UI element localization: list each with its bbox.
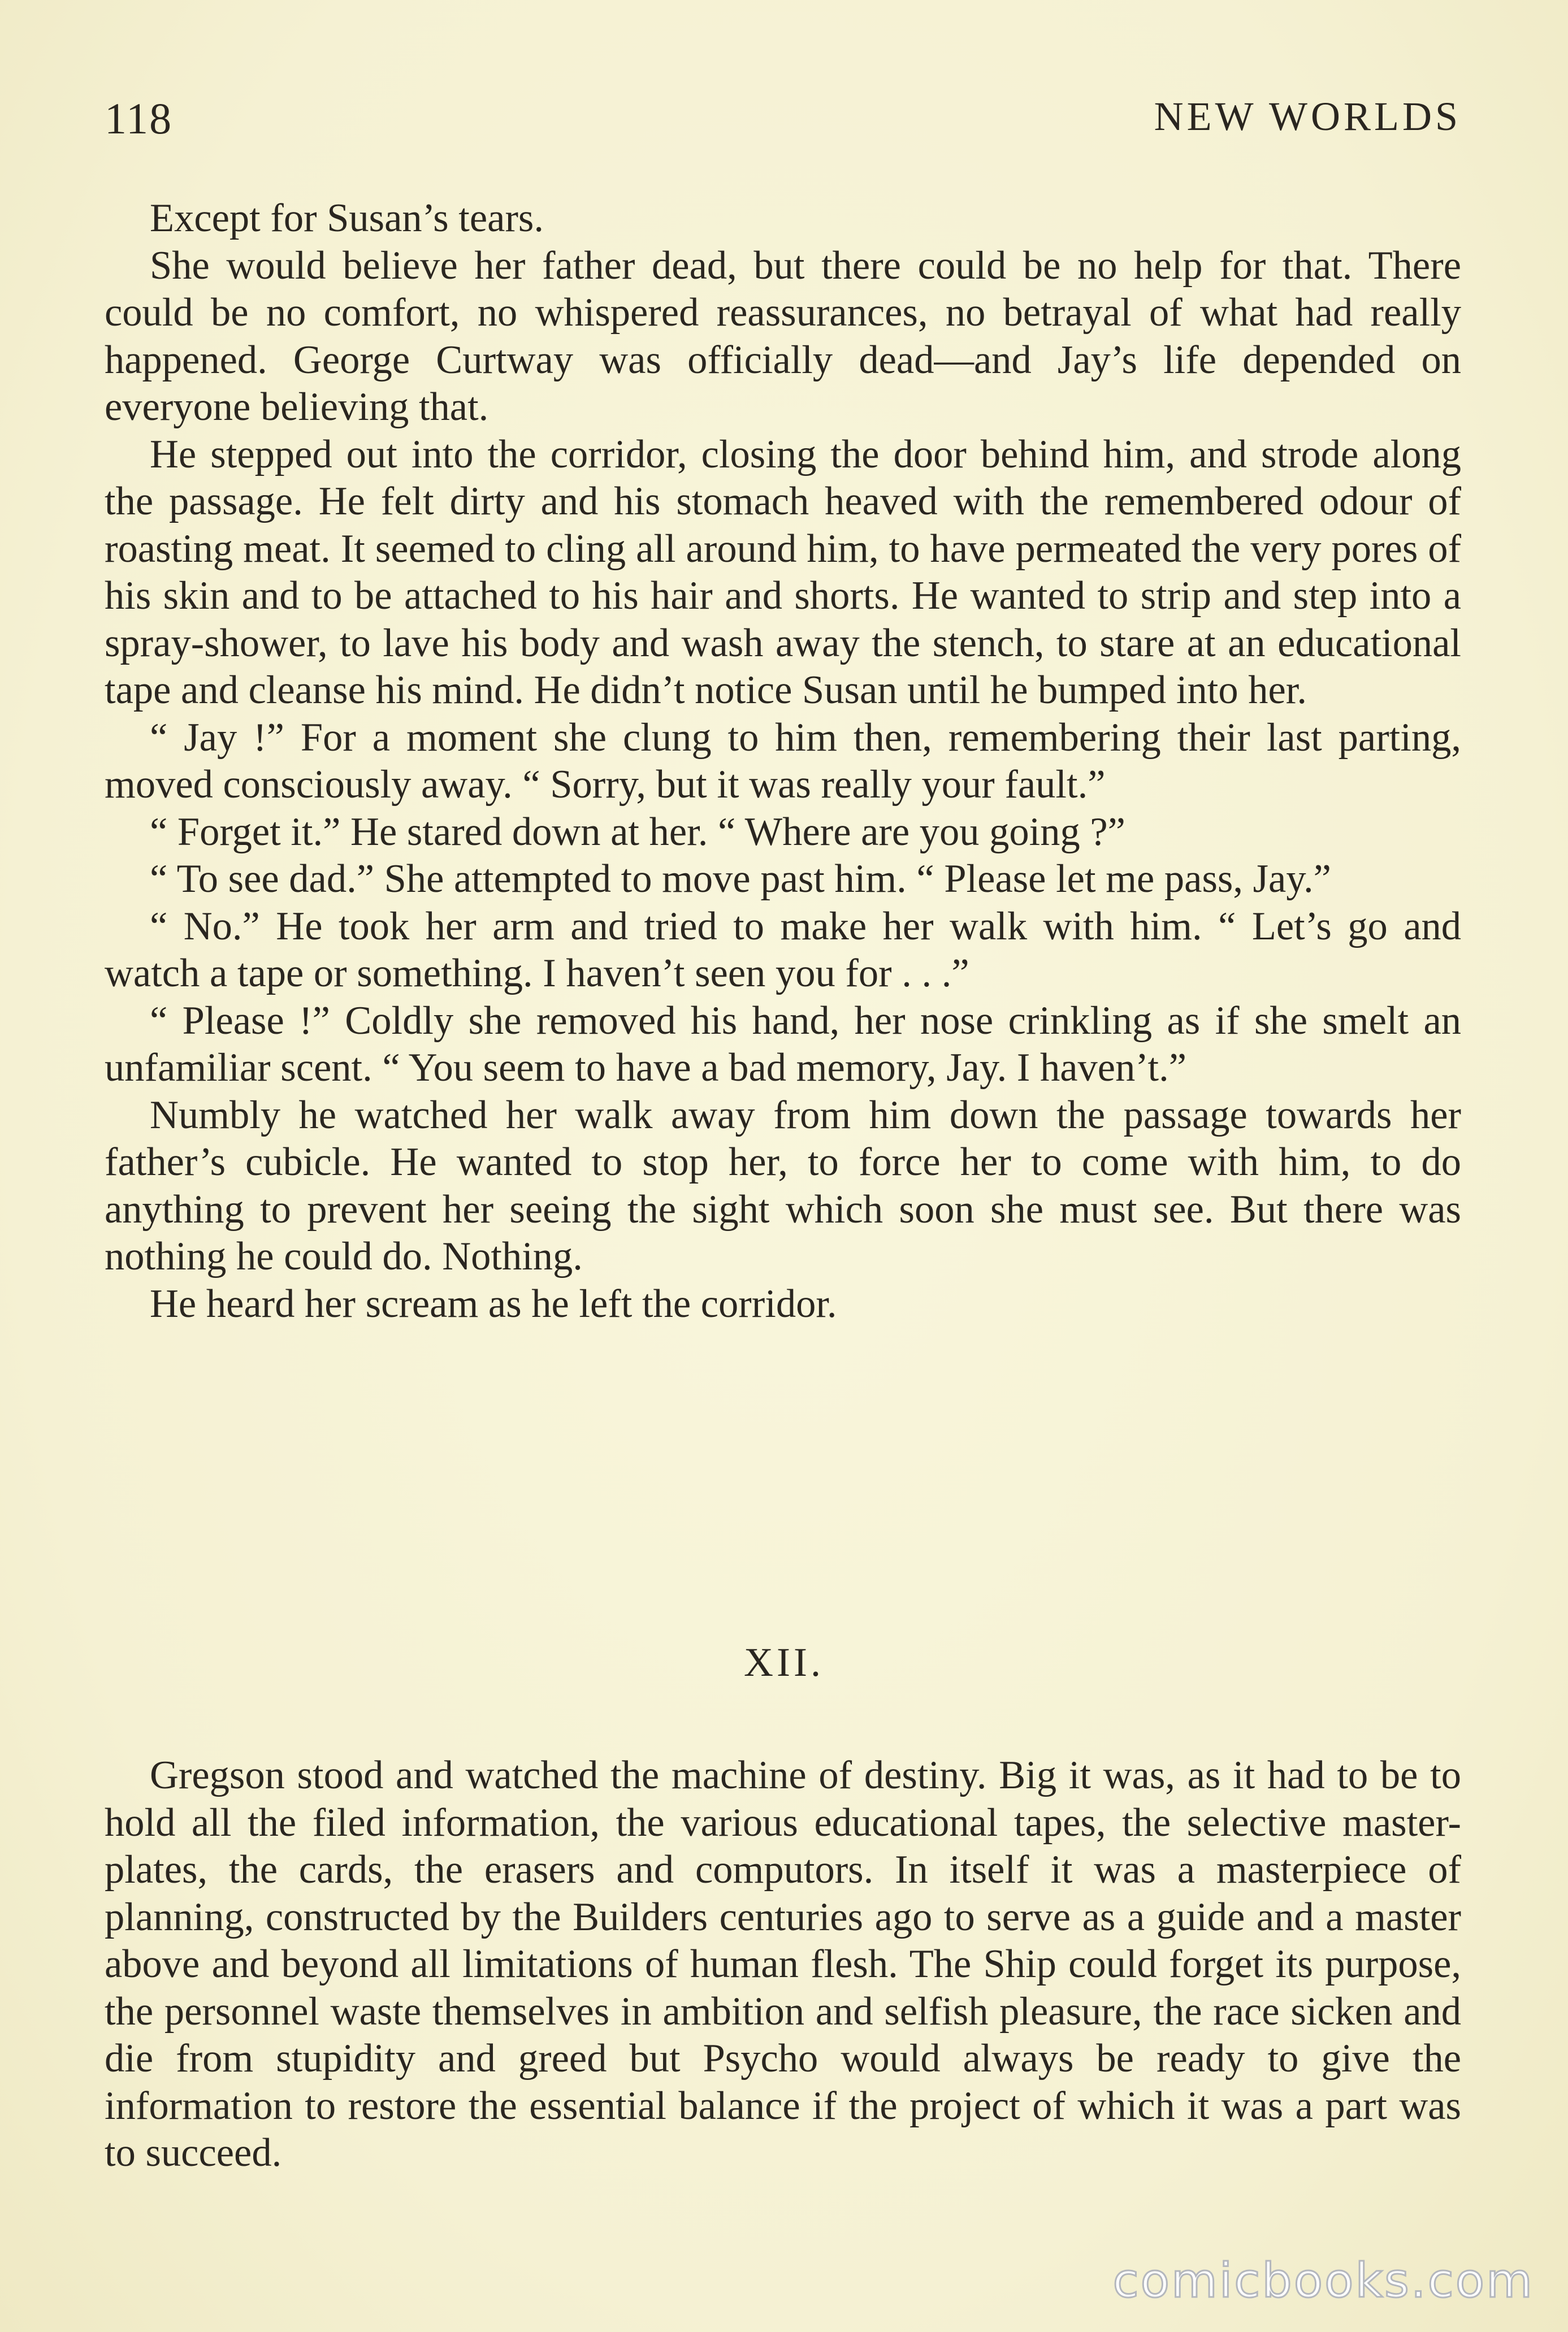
page-header (105, 93, 1461, 155)
running-title: NEW WORLDS (1154, 94, 1461, 139)
paragraph: He stepped out into the corridor, closing the door behind him, and strode along the passage. He felt dirty and his stomach heaved with the remembered odour of roasting meat. It seemed to cling all around him, to have permeated the very pores of his skin and to be attached to his hair and shorts. He wanted to strip and step into a spray-shower, to lave his body and wash away the stench, to stare at an educational tape and cleanse his mind. He didn’t notice Susan until he bumped into her. (105, 432, 1461, 712)
section-one-text (105, 195, 1461, 1328)
paragraph: Numbly he watched her walk away from him down the passage towards her father’s cubicle. He wanted to stop her, to force her to come with him, to do anything to prevent her seeing the sight which soon she must see. But there was nothing he could do. Nothing. (105, 1093, 1461, 1278)
section-two-text (105, 1752, 1461, 2177)
chapter-heading: XII. (744, 1640, 824, 1685)
paragraph: “ Jay !” For a moment she clung to him then, remembering their last parting, moved consciously away. “ Sorry, but it was really your fault.” (105, 715, 1461, 807)
paragraph: “ Forget it.” He stared down at her. “ Where are you going ?” (150, 809, 1125, 854)
paragraph: “ To see dad.” She attempted to move past him. “ Please let me pass, Jay.” (150, 857, 1331, 901)
paragraph: Except for Susan’s tears. (150, 196, 544, 240)
page-number: 118 (105, 94, 173, 143)
paragraph: “ Please !” Coldly she removed his hand, her nose crinkling as if she smelt an unfamiliar scent. “ You seem to have a bad memory, Jay. I haven’t.” (105, 998, 1461, 1090)
paragraph: He heard her scream as he left the corridor. (150, 1281, 837, 1326)
paragraph: Gregson stood and watched the machine of destiny. Big it was, as it had to be to hold all the filed information, the various educational tapes, the selective master-plates, the cards, the erasers and computors. In itself it was a masterpiece of planning, constructed by the Builders centuries ago to serve as a guide and a master above and beyond all limitations of human flesh. The Ship could forget its purpose, the personnel waste themselves in ambition and selfish pleasure, the race sicken and die from stupidity and greed but Psycho would always be ready to give the information to restore the essential balance if the project of which it was a part was to succeed. (105, 1753, 1461, 2175)
paragraph: She would believe her father dead, but there could be no help for that. There could be no comfort, no whispered reassurances, no betrayal of what had really happened. George Curtway was officially dead—and Jay’s life depended on everyone believing that. (105, 243, 1461, 429)
paragraph: “ No.” He took her arm and tried to make her walk with him. “ Let’s go and watch a tape or something. I haven’t seen you for . . .” (105, 904, 1461, 995)
watermark-logo: comicbooks.com (1112, 2253, 1534, 2308)
